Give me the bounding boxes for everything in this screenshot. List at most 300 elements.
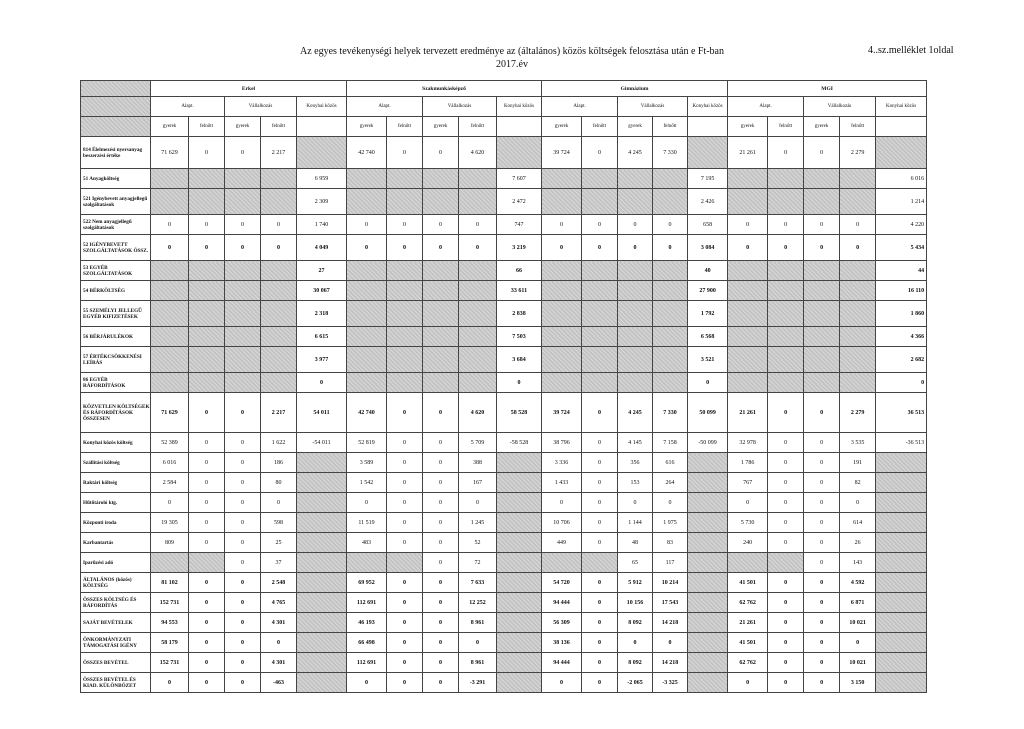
table-cell: [297, 613, 347, 633]
table-cell: [876, 453, 927, 473]
row-label: 522 Nem anyagjellegű szolgáltatások: [81, 215, 151, 235]
table-cell: [768, 189, 804, 215]
table-cell: [459, 301, 497, 327]
table-cell: 10 021: [840, 653, 876, 673]
table-cell: 0: [768, 393, 804, 433]
table-cell: 0: [189, 493, 225, 513]
table-cell: 0: [189, 653, 225, 673]
table-cell: 658: [688, 215, 728, 235]
table-cell: 0: [582, 453, 618, 473]
table-cell: 0: [768, 235, 804, 261]
table-cell: 83: [653, 533, 688, 553]
table-cell: [297, 473, 347, 493]
table-cell: [387, 553, 423, 573]
table-cell: 0: [768, 473, 804, 493]
table-cell: 0: [804, 673, 840, 693]
table-cell: 0: [618, 235, 653, 261]
table-cell: 4 301: [261, 653, 297, 673]
table-row: [81, 593, 927, 613]
table-cell: 0: [582, 215, 618, 235]
table-row: [81, 553, 927, 573]
table-cell: [189, 347, 225, 373]
table-row: [81, 169, 927, 189]
table-cell: -3 291: [459, 673, 497, 693]
table-cell: [840, 281, 876, 301]
table-cell: 6 615: [297, 327, 347, 347]
table-row: [81, 533, 927, 553]
table-cell: 0: [768, 573, 804, 593]
table-cell: 94 553: [151, 613, 189, 633]
table-cell: 598: [261, 513, 297, 533]
table-cell: 42 740: [347, 137, 387, 169]
table-cell: 21 261: [728, 393, 768, 433]
table-cell: 52: [459, 533, 497, 553]
table-cell: 0: [189, 137, 225, 169]
table-cell: [189, 281, 225, 301]
table-cell: 4 592: [840, 573, 876, 593]
table-row: [81, 613, 927, 633]
table-cell: 0: [459, 493, 497, 513]
table-cell: -2 065: [618, 673, 653, 693]
row-label: 86 EGYÉB RÁFORDÍTÁSOK: [81, 373, 151, 393]
table-cell: [618, 189, 653, 215]
table-cell: [225, 327, 261, 347]
table-cell: 0: [387, 533, 423, 553]
table-cell: 1 214: [876, 189, 927, 215]
table-cell: 0: [582, 653, 618, 673]
table-cell: 0: [618, 493, 653, 513]
table-cell: 0: [387, 493, 423, 513]
table-cell: 33 611: [497, 281, 542, 301]
table-cell: [423, 281, 459, 301]
table-cell: [497, 533, 542, 553]
table-cell: [840, 169, 876, 189]
table-cell: [804, 169, 840, 189]
table-cell: 2 309: [297, 189, 347, 215]
table-cell: [387, 169, 423, 189]
table-cell: 483: [347, 533, 387, 553]
table-cell: 0: [423, 215, 459, 235]
table-cell: [728, 169, 768, 189]
table-cell: 0: [387, 573, 423, 593]
table-cell: 0: [768, 633, 804, 653]
table-cell: [804, 189, 840, 215]
table-cell: 167: [459, 473, 497, 493]
table-cell: 747: [497, 215, 542, 235]
table-cell: 81 102: [151, 573, 189, 593]
table-cell: [653, 327, 688, 347]
subgroup-vallalkozas: Vállalkozás: [618, 97, 688, 117]
table-cell: 52 389: [151, 433, 189, 453]
annex-reference: 4..sz.melléklet 1oldal: [868, 45, 954, 56]
header-row-subgroups: [81, 97, 927, 117]
table-cell: 0: [189, 533, 225, 553]
group-mgi: MGI: [728, 81, 927, 97]
table-cell: 1 786: [728, 453, 768, 473]
table-cell: 0: [582, 393, 618, 433]
cell-gyerek: gyerek: [225, 117, 261, 137]
table-cell: 0: [423, 673, 459, 693]
table-cell: [189, 327, 225, 347]
table-cell: 0: [387, 453, 423, 473]
table-cell: 2 426: [688, 189, 728, 215]
subgroup-vallalkozas: Vállalkozás: [225, 97, 297, 117]
table-row: [81, 573, 927, 593]
table-cell: [347, 281, 387, 301]
table-cell: 2 279: [840, 393, 876, 433]
table-cell: 2 584: [151, 473, 189, 493]
table-cell: [618, 261, 653, 281]
cell-gyerek: gyerek: [151, 117, 189, 137]
table-cell: 0: [542, 673, 582, 693]
table-cell: 0: [768, 653, 804, 673]
table-cell: [297, 513, 347, 533]
table-cell: [876, 593, 927, 613]
cell-felnott: felnőtt: [459, 117, 497, 137]
table-cell: 0: [804, 593, 840, 613]
table-cell: [653, 261, 688, 281]
table-cell: 0: [804, 573, 840, 593]
table-cell: [189, 261, 225, 281]
table-cell: 0: [225, 573, 261, 593]
table-cell: 0: [497, 373, 542, 393]
table-cell: 50 099: [688, 393, 728, 433]
cell-gyerek: gyerek: [347, 117, 387, 137]
table-cell: 0: [189, 593, 225, 613]
table-row: [81, 633, 927, 653]
table-cell: 0: [225, 613, 261, 633]
table-cell: [618, 373, 653, 393]
table-cell: [542, 347, 582, 373]
table-cell: 41 501: [728, 633, 768, 653]
table-cell: [347, 261, 387, 281]
table-cell: [261, 373, 297, 393]
table-cell: 0: [423, 473, 459, 493]
table-cell: [297, 573, 347, 593]
table-row: [81, 473, 927, 493]
table-cell: 3 336: [542, 453, 582, 473]
table-cell: 0: [542, 493, 582, 513]
table-cell: 2 217: [261, 137, 297, 169]
table-cell: -463: [261, 673, 297, 693]
table-cell: 0: [387, 613, 423, 633]
table-cell: 21 261: [728, 613, 768, 633]
table-cell: 0: [189, 433, 225, 453]
table-row: [81, 327, 927, 347]
table-cell: 4 220: [876, 215, 927, 235]
cost-allocation-table: [80, 80, 927, 693]
row-label: Központi iroda: [81, 513, 151, 533]
table-cell: 0: [387, 393, 423, 433]
table-cell: 0: [151, 673, 189, 693]
table-cell: 356: [618, 453, 653, 473]
table-cell: 1 433: [542, 473, 582, 493]
table-cell: [347, 327, 387, 347]
table-cell: [261, 281, 297, 301]
table-cell: 0: [804, 553, 840, 573]
table-cell: 0: [225, 553, 261, 573]
table-cell: [582, 189, 618, 215]
table-cell: [387, 301, 423, 327]
table-cell: [728, 301, 768, 327]
cell-felnott: felnőtt: [653, 117, 688, 137]
table-row: [81, 393, 927, 433]
table-cell: [542, 373, 582, 393]
table-cell: 1 144: [618, 513, 653, 533]
table-cell: [653, 169, 688, 189]
table-cell: 2 217: [261, 393, 297, 433]
table-cell: 767: [728, 473, 768, 493]
header-corner: [81, 81, 151, 97]
table-cell: [459, 189, 497, 215]
table-cell: [688, 593, 728, 613]
table-cell: [459, 327, 497, 347]
table-cell: [876, 137, 927, 169]
table-cell: [876, 653, 927, 673]
table-cell: 17 543: [653, 593, 688, 613]
table-cell: 0: [423, 633, 459, 653]
table-cell: 0: [804, 493, 840, 513]
table-cell: 0: [387, 433, 423, 453]
table-cell: 52 819: [347, 433, 387, 453]
table-cell: [497, 653, 542, 673]
table-cell: -36 513: [876, 433, 927, 453]
table-cell: [423, 301, 459, 327]
table-cell: [728, 189, 768, 215]
table-cell: [840, 327, 876, 347]
table-cell: 0: [804, 653, 840, 673]
table-cell: 112 691: [347, 653, 387, 673]
table-cell: 7 158: [653, 433, 688, 453]
table-cell: 0: [768, 453, 804, 473]
table-cell: 0: [768, 533, 804, 553]
table-cell: 0: [261, 633, 297, 653]
table-cell: 10 214: [653, 573, 688, 593]
table-cell: [582, 301, 618, 327]
table-cell: 0: [151, 493, 189, 513]
table-cell: [618, 301, 653, 327]
table-cell: 10 021: [840, 613, 876, 633]
table-cell: [225, 281, 261, 301]
table-cell: [297, 653, 347, 673]
table-cell: 0: [840, 493, 876, 513]
table-cell: [804, 373, 840, 393]
table-cell: 0: [387, 235, 423, 261]
table-cell: 0: [728, 673, 768, 693]
table-cell: 0: [225, 533, 261, 553]
table-cell: [768, 281, 804, 301]
table-row: [81, 235, 927, 261]
subgroup-konyhai-kozos: Konyhai közös: [688, 97, 728, 117]
subgroup-konyhai-kozos: Konyhai közös: [297, 97, 347, 117]
table-cell: 8 961: [459, 613, 497, 633]
table-cell: 58 528: [497, 393, 542, 433]
table-cell: 1 740: [297, 215, 347, 235]
table-cell: 0: [189, 613, 225, 633]
table-cell: [189, 301, 225, 327]
table-cell: 4 245: [618, 393, 653, 433]
table-cell: [347, 301, 387, 327]
table-cell: [542, 553, 582, 573]
table-cell: 66 498: [347, 633, 387, 653]
table-cell: [542, 281, 582, 301]
table-cell: [261, 261, 297, 281]
table-cell: [347, 347, 387, 373]
table-cell: 0: [582, 513, 618, 533]
table-cell: 0: [768, 613, 804, 633]
table-cell: [225, 261, 261, 281]
subgroup-alapt: Alapt.: [347, 97, 423, 117]
table-cell: 0: [804, 137, 840, 169]
table-cell: [728, 373, 768, 393]
table-cell: 69 952: [347, 573, 387, 593]
table-cell: [387, 189, 423, 215]
table-cell: [387, 347, 423, 373]
table-cell: 191: [840, 453, 876, 473]
cell-felnott: felnőtt: [189, 117, 225, 137]
table-cell: 0: [728, 235, 768, 261]
table-row: [81, 653, 927, 673]
table-cell: 7 633: [459, 573, 497, 593]
table-cell: 1 245: [459, 513, 497, 533]
table-cell: 388: [459, 453, 497, 473]
cell-blank: [876, 117, 927, 137]
table-cell: 0: [840, 633, 876, 653]
table-cell: [618, 169, 653, 189]
table-cell: 37: [261, 553, 297, 573]
table-cell: 6 959: [297, 169, 347, 189]
header-row-cells: [81, 117, 927, 137]
table-cell: [347, 169, 387, 189]
row-label: ÁLTALÁNOS (közös) KÖLTSÉG: [81, 573, 151, 593]
table-cell: 4 145: [618, 433, 653, 453]
table-cell: 0: [423, 235, 459, 261]
table-cell: 12 252: [459, 593, 497, 613]
table-cell: 0: [582, 473, 618, 493]
table-cell: 449: [542, 533, 582, 553]
table-cell: 6 871: [840, 593, 876, 613]
table-cell: 0: [387, 215, 423, 235]
header-corner: [81, 117, 151, 137]
table-cell: 5 912: [618, 573, 653, 593]
table-cell: 0: [297, 373, 347, 393]
table-cell: [876, 673, 927, 693]
table-cell: 152 731: [151, 593, 189, 613]
table-cell: 7 330: [653, 137, 688, 169]
table-cell: [151, 553, 189, 573]
table-cell: 40: [688, 261, 728, 281]
row-label: 53 EGYÉB SZOLGÁLTATÁSOK: [81, 261, 151, 281]
table-row: [81, 261, 927, 281]
cell-gyerek: gyerek: [423, 117, 459, 137]
table-cell: [876, 533, 927, 553]
table-cell: [653, 189, 688, 215]
table-cell: 38 136: [542, 633, 582, 653]
table-cell: 0: [423, 513, 459, 533]
table-cell: 0: [225, 633, 261, 653]
table-cell: 117: [653, 553, 688, 573]
table-cell: [347, 553, 387, 573]
table-cell: 2 682: [876, 347, 927, 373]
table-cell: [497, 573, 542, 593]
table-cell: [387, 373, 423, 393]
table-cell: 0: [387, 473, 423, 493]
table-row: [81, 137, 927, 169]
row-label: 52 IGÉNYBEVETT SZOLGÁLTATÁSOK ÖSSZ.: [81, 235, 151, 261]
table-cell: 2 548: [261, 573, 297, 593]
table-cell: 0: [225, 137, 261, 169]
table-cell: [840, 301, 876, 327]
table-cell: [189, 169, 225, 189]
table-cell: 3 150: [840, 673, 876, 693]
table-cell: 0: [804, 453, 840, 473]
table-cell: [728, 553, 768, 573]
table-cell: [582, 327, 618, 347]
row-label: Iparűzési adó: [81, 553, 151, 573]
table-cell: 3 589: [347, 453, 387, 473]
table-cell: [423, 373, 459, 393]
table-cell: 8 092: [618, 613, 653, 633]
table-cell: 39 724: [542, 393, 582, 433]
table-cell: 0: [804, 235, 840, 261]
table-cell: 0: [189, 215, 225, 235]
table-cell: 0: [618, 215, 653, 235]
table-cell: [151, 347, 189, 373]
table-cell: 41 501: [728, 573, 768, 593]
table-cell: 66: [497, 261, 542, 281]
table-cell: 3 535: [840, 433, 876, 453]
table-cell: -50 099: [688, 433, 728, 453]
table-cell: 0: [728, 215, 768, 235]
table-cell: [387, 281, 423, 301]
table-cell: 0: [582, 673, 618, 693]
table-cell: [297, 493, 347, 513]
table-cell: 186: [261, 453, 297, 473]
table-cell: [297, 137, 347, 169]
table-cell: 2 318: [297, 301, 347, 327]
table-cell: 0: [582, 573, 618, 593]
table-cell: [189, 553, 225, 573]
row-label: Karbantartás: [81, 533, 151, 553]
table-cell: 4 620: [459, 137, 497, 169]
table-cell: [688, 137, 728, 169]
cell-felnott: felnőtt: [768, 117, 804, 137]
table-cell: [804, 261, 840, 281]
table-cell: 0: [225, 493, 261, 513]
table-cell: 0: [225, 513, 261, 533]
table-cell: 4 765: [261, 593, 297, 613]
row-label: Hűtőtároló ktg.: [81, 493, 151, 513]
table-cell: [151, 373, 189, 393]
table-cell: [347, 373, 387, 393]
table-cell: [542, 301, 582, 327]
table-cell: [297, 673, 347, 693]
table-cell: 0: [387, 593, 423, 613]
table-cell: 0: [688, 373, 728, 393]
table-cell: 2 279: [840, 137, 876, 169]
table-cell: 16 110: [876, 281, 927, 301]
table-row: [81, 189, 927, 215]
table-cell: 0: [804, 393, 840, 433]
table-cell: 62 762: [728, 653, 768, 673]
table-cell: [261, 347, 297, 373]
table-cell: [261, 327, 297, 347]
table-cell: 4 620: [459, 393, 497, 433]
row-label: SAJÁT BEVÉTELEK: [81, 613, 151, 633]
table-cell: [189, 189, 225, 215]
table-cell: 0: [804, 513, 840, 533]
table-row: [81, 513, 927, 533]
